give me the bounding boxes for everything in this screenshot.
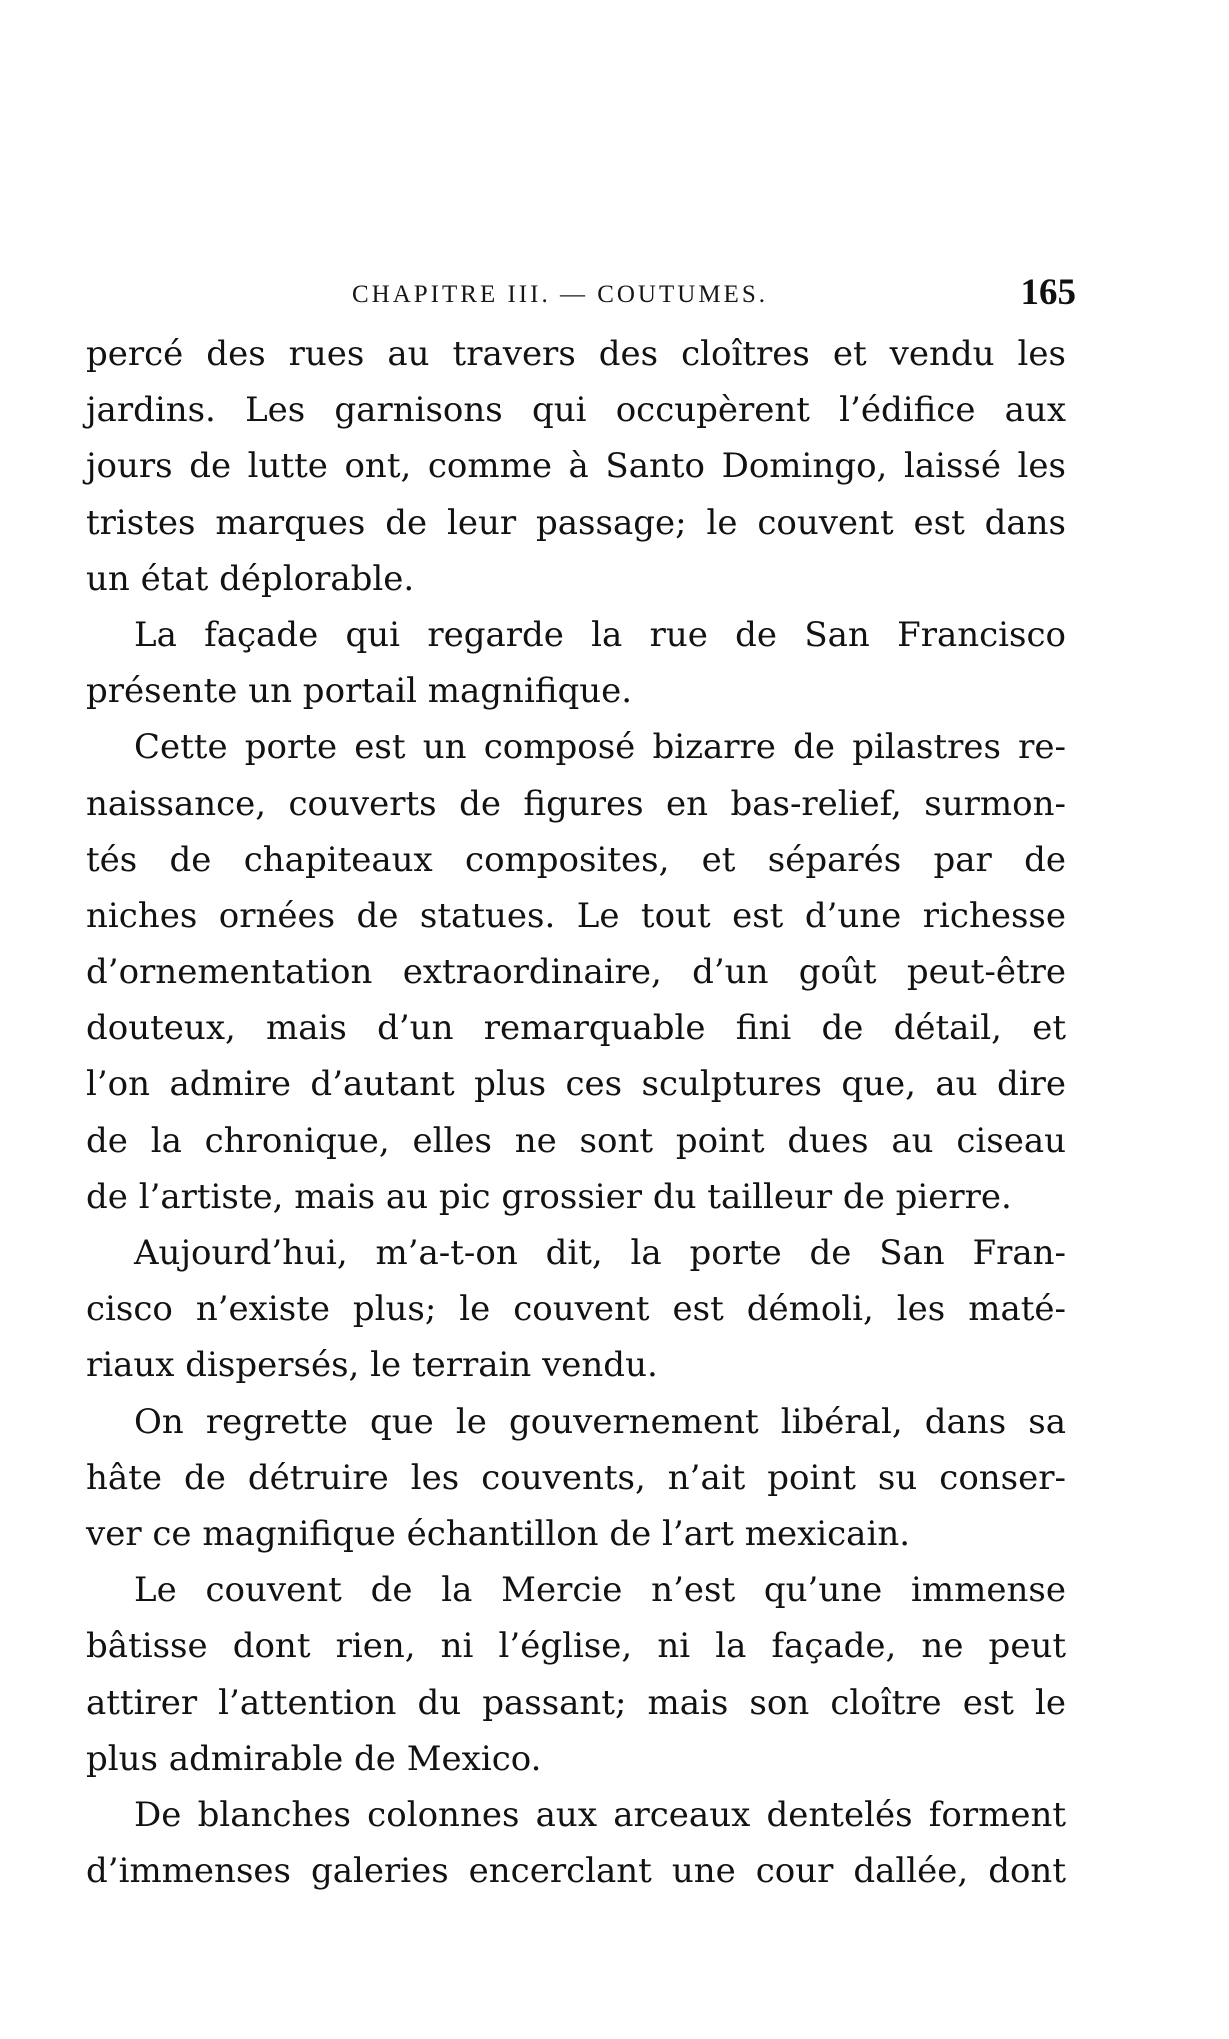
text-line: de la chronique, elles ne sont point dues au ciseau [86,1120,1066,1161]
text-line: niches ornées de statues. Le tout est d’une richesse [86,895,1066,936]
text-line: tés de chapiteaux composites, et séparés par de [86,839,1066,880]
text-line: douteux, mais d’un remarquable fini de détail, et [86,1008,1066,1049]
text-line: De blanches colonnes aux arceaux dentelés forment [134,1794,1066,1835]
text-line: On regrette que le gouvernement libéral, dans sa [134,1401,1066,1442]
text-line: un état déplorable. [86,558,415,599]
text-line: présente un portail magnifique. [86,671,633,712]
text-line: l’on admire d’autant plus ces sculptures que, au dire [86,1064,1066,1105]
text-line: jours de lutte ont, comme à Santo Domingo, laissé les [86,446,1066,487]
text-line: de l’artiste, mais au pic grossier du tailleur de pierre. [86,1176,1012,1217]
text-line: naissance, couverts de figures en bas-relief, surmon- [86,783,1066,824]
body-text [86,326,1066,1899]
text-line: tristes marques de leur passage; le couvent est dans [86,502,1066,543]
text-line: jardins. Les garnisons qui occupèrent l’édifice aux [86,390,1066,431]
text-line: d’ornementation extraordinaire, d’un goût peut-être [86,952,1066,993]
text-line: Le couvent de la Mercie n’est qu’une immense [134,1570,1066,1611]
text-line: hâte de détruire les couvents, n’ait point su conser- [86,1457,1066,1498]
text-line: Aujourd’hui, m’a-t-on dit, la porte de San Fran- [134,1233,1066,1273]
text-line: ver ce magnifique échantillon de l’art mexicain. [86,1513,911,1554]
text-line: attirer l’attention du passant; mais son cloître est le [86,1682,1066,1723]
text-line: bâtisse dont rien, ni l’église, ni la façade, ne peut [86,1626,1066,1667]
text-line: Cette porte est un composé bizarre de pilastres re- [134,727,1066,768]
running-head [86,272,1076,319]
text-line: d’immenses galeries encerclant une cour dallée, dont [86,1851,1066,1892]
text-line: cisco n’existe plus; le couvent est démoli, les maté- [86,1289,1066,1330]
running-title: CHAPITRE III. — COUTUMES. [352,281,768,308]
text-line: riaux dispersés, le terrain vendu. [86,1345,658,1386]
page-number: 165 [1020,272,1076,313]
text-line: La façade qui regarde la rue de San Francisco [134,614,1066,655]
text-line: percé des rues au travers des cloîtres et vendu les [86,334,1066,374]
text-line: plus admirable de Mexico. [86,1738,542,1779]
